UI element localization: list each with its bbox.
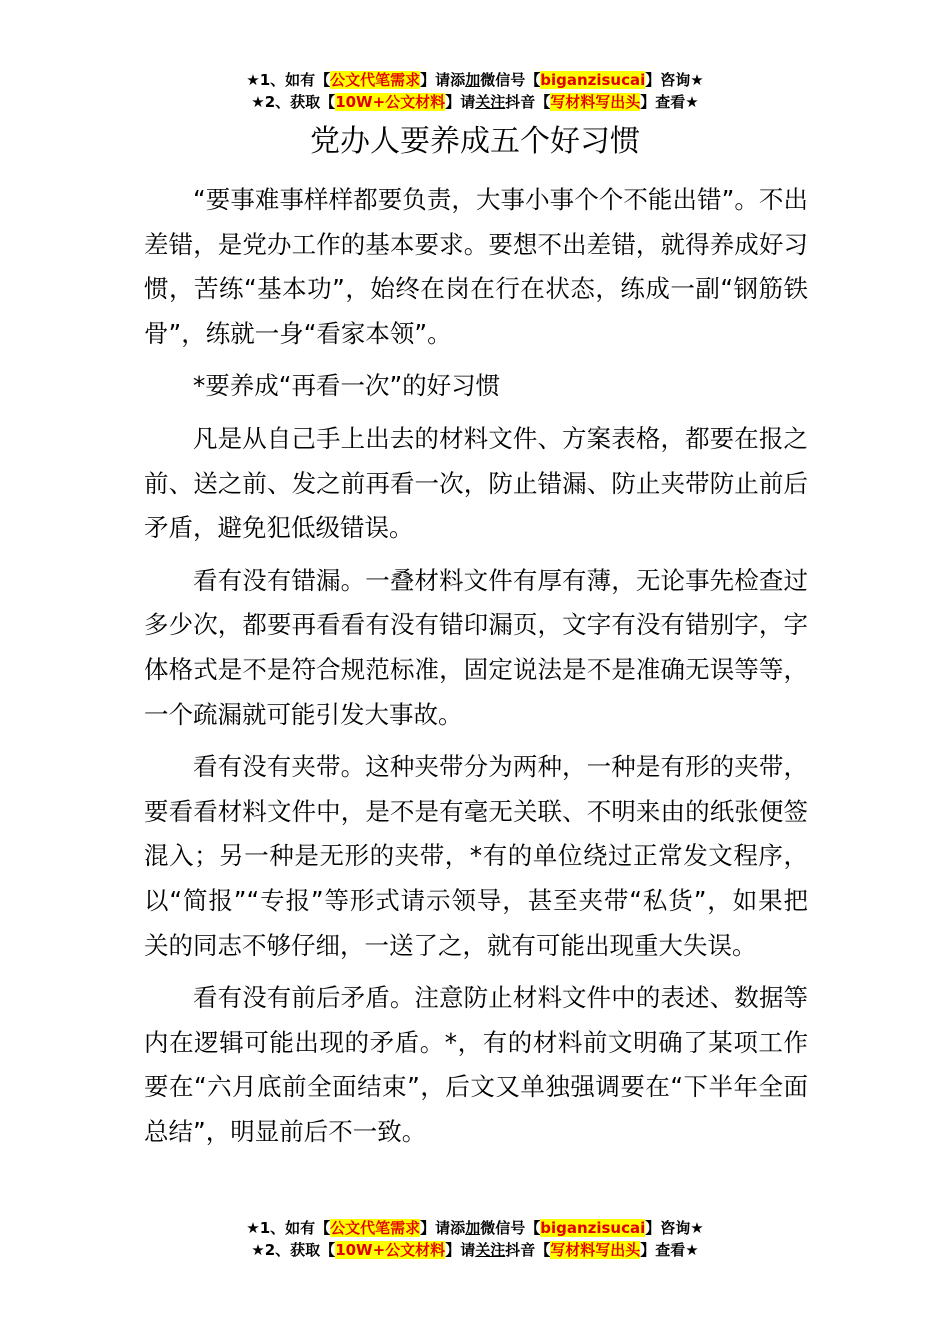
footer-line1-middle-a: 】请添 [420,1219,466,1237]
header-line1-highlight-wechat: biganzisucai [540,71,646,89]
footer-line2-underlined: 关注 [475,1241,506,1259]
header-line1-prefix: ★1、如有【 [246,71,331,89]
footer-line2-suffix: 】查看★ [640,1241,699,1259]
footer-line2-middle-b: 抖音【 [505,1241,551,1259]
footer-line1-middle-b: 微信号【 [480,1219,541,1237]
paragraph-contradictions: 看有没有前后矛盾。注意防止材料文件中的表述、数据等内在逻辑可能出现的矛盾。*，有的材料前文明确了某项工作要在“六月底前全面结束”，后文又单独强调要在“下半年全面总结”，明显前后不一致。 [144,983,808,1146]
footer-line2-highlight-materials: 10W+公文材料 [335,1241,446,1259]
header-banner-line-1 [0,69,950,91]
header-line1-underlined: 加 [465,71,481,89]
header-line1-middle-b: 微信号【 [480,71,541,89]
footer-banner-line-2 [0,1239,950,1261]
header-line1-middle-a: 】请添 [420,71,466,89]
section-heading: *要养成“再看一次”的好习惯 [193,371,501,401]
header-banner [0,69,950,113]
footer-banner-line-1 [0,1217,950,1239]
header-line2-suffix: 】查看★ [640,93,699,111]
footer-line1-highlight-service: 公文代笔需求 [330,1219,421,1237]
paragraph-inserts: 看有没有夹带。这种夹带分为两种，一种是有形的夹带，要看看材料文件中，是不是有毫无关联、不明来由的纸张便签混入；另一种是无形的夹带，*有的单位绕过正常发文程序，以“简报”“专报”等形式请示领导，甚至夹带“私货”，如果把关的同志不够仔细，一送了之，就有可能出现重大失误。 [144,752,808,960]
header-line2-middle-b: 抖音【 [505,93,551,111]
document-body [144,178,808,1162]
header-line2-prefix: ★2、获取【 [251,93,336,111]
document-title: 党办人要养成五个好习惯 [310,124,640,159]
footer-banner [0,1217,950,1261]
footer-line2-prefix: ★2、获取【 [251,1241,336,1259]
footer-line1-underlined: 加 [465,1219,481,1237]
header-banner-line-2 [0,91,950,113]
footer-line2-highlight-douyin: 写材料写出头 [550,1241,641,1259]
footer-line1-highlight-wechat: biganzisucai [540,1219,646,1237]
footer-line2-middle-a: 】请 [445,1241,476,1259]
paragraph-overview: 凡是从自己手上出去的材料文件、方案表格，都要在报之前、送之前、发之前再看一次，防止错漏、防止夹带防止前后矛盾，避免犯低级错误。 [144,423,808,543]
header-line1-suffix: 】咨询★ [645,71,704,89]
header-line2-highlight-materials: 10W+公文材料 [335,93,446,111]
header-line2-underlined: 关注 [475,93,506,111]
header-line1-highlight-service: 公文代笔需求 [330,71,421,89]
paragraph-intro: “要事难事样样都要负责，大事小事个个不能出错”。不出差错，是党办工作的基本要求。要想不出差错，就得养成好习惯，苦练“基本功”，始终在岗在行在状态，练成一副“钢筋铁骨”，练就一身“看家本领”。 [144,185,808,348]
footer-line1-prefix: ★1、如有【 [246,1219,331,1237]
footer-line1-suffix: 】咨询★ [645,1219,704,1237]
header-line2-highlight-douyin: 写材料写出头 [550,93,641,111]
header-line2-middle-a: 】请 [445,93,476,111]
paragraph-errors: 看有没有错漏。一叠材料文件有厚有薄，无论事先检查过多少次，都要再看看有没有错印漏页，文字有没有错别字，字体格式是不是符合规范标准，固定说法是不是准确无误等等，一个疏漏就可能引发大事故。 [144,565,808,729]
